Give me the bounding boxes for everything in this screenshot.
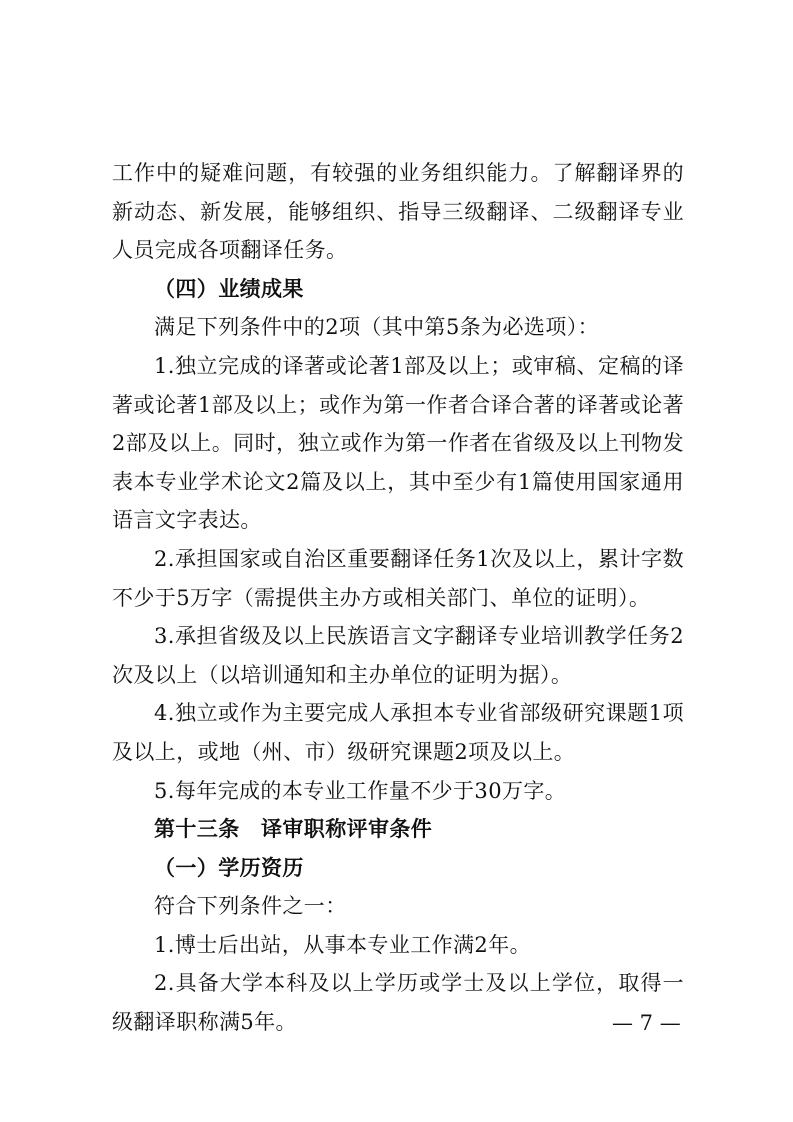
section-heading-achievements: （四）业绩成果 <box>154 276 304 301</box>
list-item-4: 4.独立或作为主要完成人承担本专业省部级研究课题1项及以上，或地（州、市）级研究课题2项及以上。 <box>112 701 684 764</box>
list-item-3: 3.承担省级及以上民族语言文字翻译专业培训教学任务2次及以上（以培训通知和主办单位的证明为据）。 <box>112 624 684 687</box>
article-heading-13: 第十三条 译审职称评审条件 <box>154 817 433 842</box>
paragraph-requirement-intro: 满足下列条件中的2项（其中第5条为必选项）： <box>154 315 600 340</box>
list-item-2: 2.承担国家或自治区重要翻译任务1次及以上，累计字数不少于5万字（需提供主办方或相关部门、单位的证明）。 <box>112 546 684 610</box>
paragraph-continuation: 工作中的疑难问题，有较强的业务组织能力。了解翻译界的新动态、新发展，能够组织、指导三级翻译、二级翻译专业人员完成各项翻译任务。 <box>112 161 684 263</box>
list-item-1: 1.独立完成的译著或论著1部及以上；或审稿、定稿的译著或论著1部及以上；或作为第一作者合译合著的译著或论著2部及以上。同时，独立或作为第一作者在省级及以上刊物发表本专业学术论文2篇及以上，其中至少有1篇使用国家通用语言文字表达。 <box>112 353 684 533</box>
section-heading-education: （一）学历资历 <box>154 855 304 880</box>
page-number: — 7 — <box>612 1011 681 1035</box>
list-item-5: 5.每年完成的本专业工作量不少于30万字。 <box>154 778 567 803</box>
document-body <box>112 154 684 1042</box>
paragraph-condition-intro: 符合下列条件之一： <box>154 894 347 919</box>
condition-item-2: 2.具备大学本科及以上学历或学士及以上学位，取得一级翻译职称满5年。 <box>112 971 684 1035</box>
condition-item-1: 1.博士后出站，从事本专业工作满2年。 <box>154 932 531 957</box>
